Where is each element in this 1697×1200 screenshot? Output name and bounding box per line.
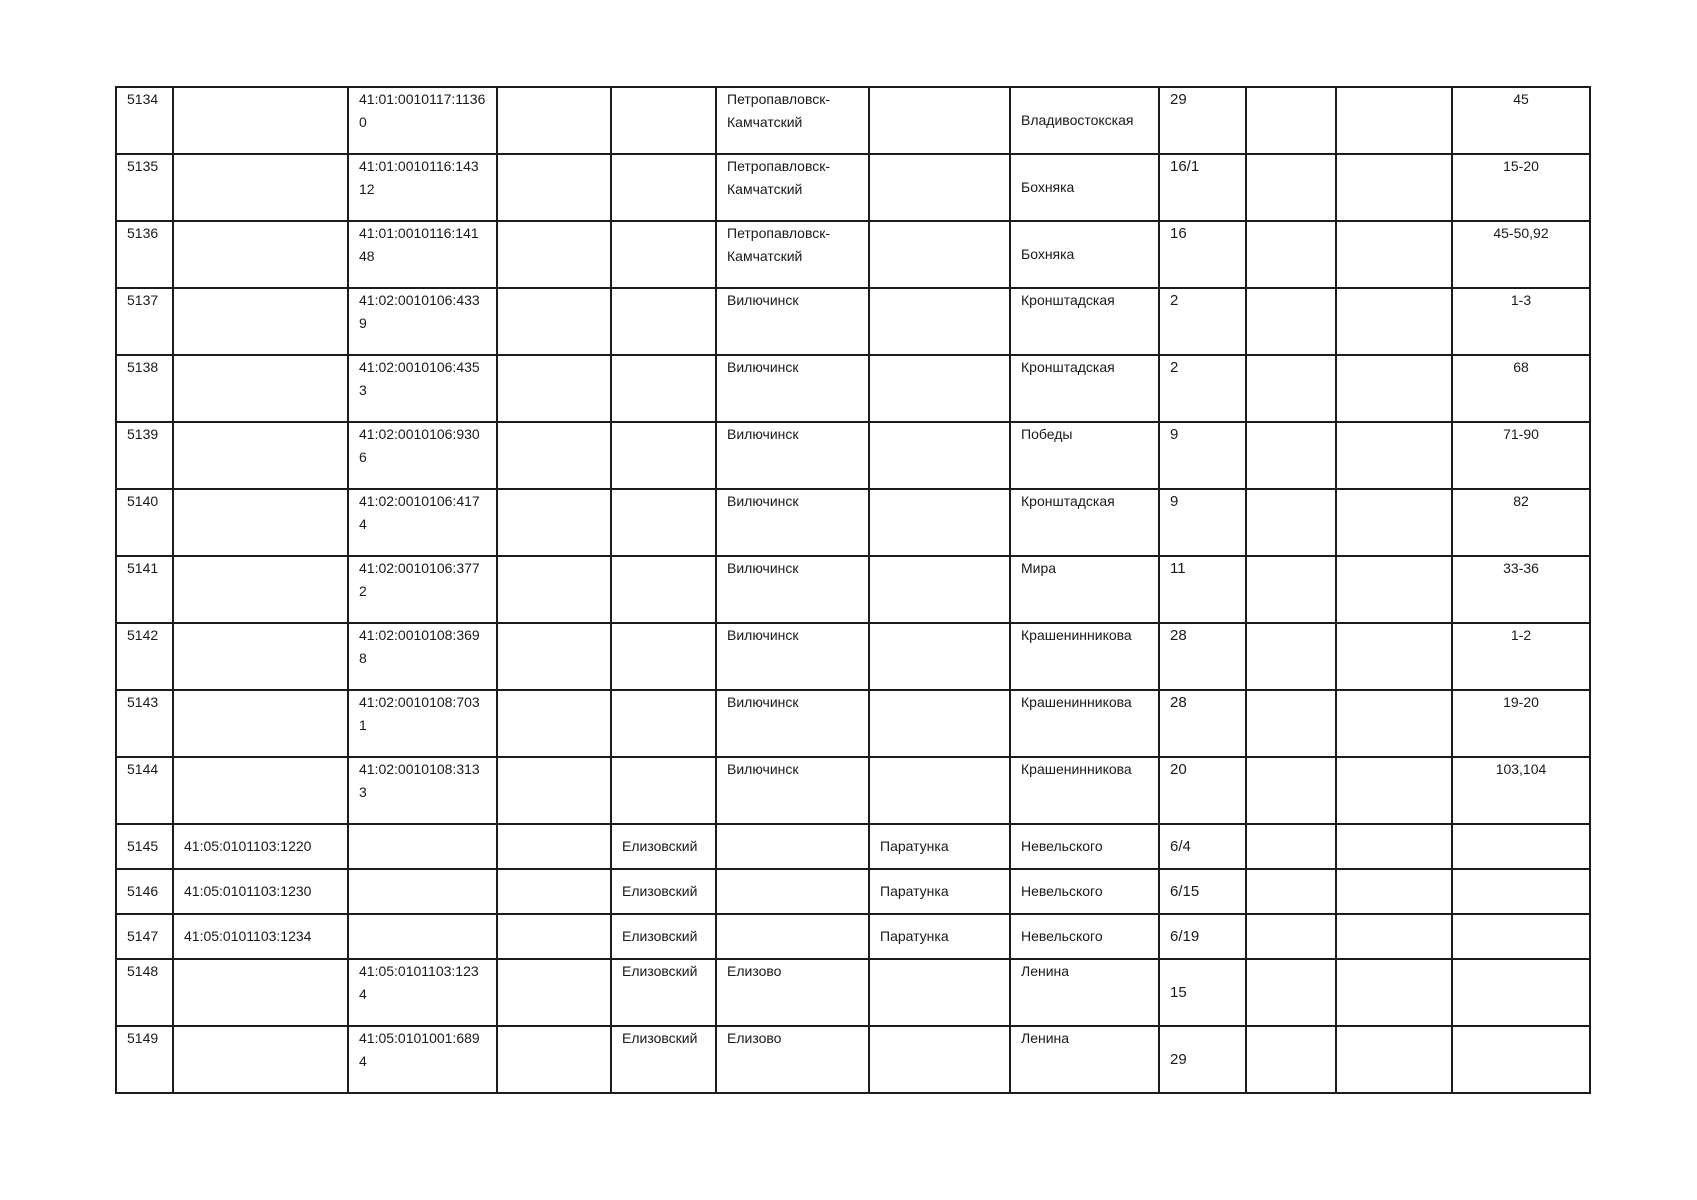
flat-number: 45 <box>1452 87 1590 154</box>
cadastral-number-2 <box>348 914 497 959</box>
empty-cell <box>1246 288 1336 355</box>
cadastral-number-2: 41:02:0010106:4339 <box>348 288 497 355</box>
table-row <box>116 914 1590 959</box>
flat-number <box>1452 869 1590 914</box>
street: Ленина <box>1010 959 1159 1026</box>
house-number: 29 <box>1159 87 1246 154</box>
flat-number: 103,104 <box>1452 757 1590 824</box>
city: Петропавловск-Камчатский <box>716 221 869 288</box>
empty-cell <box>497 288 611 355</box>
district <box>611 556 716 623</box>
empty-cell <box>497 869 611 914</box>
district <box>611 154 716 221</box>
flat-number: 82 <box>1452 489 1590 556</box>
settlement <box>869 154 1010 221</box>
city <box>716 869 869 914</box>
empty-cell <box>1336 757 1452 824</box>
street: Кронштадская <box>1010 288 1159 355</box>
flat-number: 15-20 <box>1452 154 1590 221</box>
table-row <box>116 556 1590 623</box>
row-number: 5147 <box>116 914 173 959</box>
cadastral-number-1 <box>173 959 348 1026</box>
empty-cell <box>1336 690 1452 757</box>
cadastral-number-1 <box>173 1026 348 1093</box>
house-number: 6/19 <box>1159 914 1246 959</box>
empty-cell <box>1246 1026 1336 1093</box>
empty-cell <box>1336 556 1452 623</box>
flat-number: 68 <box>1452 355 1590 422</box>
empty-cell <box>497 623 611 690</box>
house-number: 2 <box>1159 355 1246 422</box>
cadastral-number-2: 41:02:0010106:4353 <box>348 355 497 422</box>
cadastral-number-2: 41:02:0010106:9306 <box>348 422 497 489</box>
registry-table <box>115 86 1591 1094</box>
settlement <box>869 623 1010 690</box>
row-number: 5142 <box>116 623 173 690</box>
house-number: 16/1 <box>1159 154 1246 221</box>
empty-cell <box>1246 623 1336 690</box>
district <box>611 623 716 690</box>
empty-cell <box>1246 869 1336 914</box>
cadastral-number-2: 41:02:0010108:3133 <box>348 757 497 824</box>
city: Елизово <box>716 1026 869 1093</box>
flat-number <box>1452 959 1590 1026</box>
city: Петропавловск-Камчатский <box>716 87 869 154</box>
settlement: Паратунка <box>869 824 1010 869</box>
city <box>716 914 869 959</box>
empty-cell <box>497 690 611 757</box>
empty-cell <box>1336 221 1452 288</box>
house-number: 20 <box>1159 757 1246 824</box>
settlement <box>869 221 1010 288</box>
street: Крашенинникова <box>1010 690 1159 757</box>
row-number: 5138 <box>116 355 173 422</box>
street: Невельского <box>1010 824 1159 869</box>
house-number: 16 <box>1159 221 1246 288</box>
cadastral-number-2 <box>348 824 497 869</box>
empty-cell <box>497 221 611 288</box>
settlement <box>869 556 1010 623</box>
cadastral-number-2: 41:02:0010108:3698 <box>348 623 497 690</box>
flat-number <box>1452 1026 1590 1093</box>
district: Елизовский <box>611 824 716 869</box>
empty-cell <box>497 154 611 221</box>
street: Владивостокская <box>1010 87 1159 154</box>
table-row <box>116 154 1590 221</box>
flat-number <box>1452 824 1590 869</box>
street: Кронштадская <box>1010 489 1159 556</box>
city: Вилючинск <box>716 556 869 623</box>
cadastral-number-2: 41:02:0010106:4174 <box>348 489 497 556</box>
empty-cell <box>497 87 611 154</box>
empty-cell <box>1246 690 1336 757</box>
street: Ленина <box>1010 1026 1159 1093</box>
empty-cell <box>497 959 611 1026</box>
house-number: 28 <box>1159 623 1246 690</box>
cadastral-number-2: 41:01:0010116:14148 <box>348 221 497 288</box>
settlement: Паратунка <box>869 914 1010 959</box>
row-number: 5134 <box>116 87 173 154</box>
district <box>611 221 716 288</box>
district <box>611 422 716 489</box>
city: Елизово <box>716 959 869 1026</box>
city: Вилючинск <box>716 422 869 489</box>
empty-cell <box>1336 489 1452 556</box>
empty-cell <box>1336 869 1452 914</box>
cadastral-number-1 <box>173 489 348 556</box>
table-row <box>116 1026 1590 1093</box>
flat-number <box>1452 914 1590 959</box>
cadastral-number-2: 41:02:0010108:7031 <box>348 690 497 757</box>
settlement <box>869 288 1010 355</box>
table-row <box>116 690 1590 757</box>
flat-number: 33-36 <box>1452 556 1590 623</box>
cadastral-number-1: 41:05:0101103:1220 <box>173 824 348 869</box>
empty-cell <box>497 824 611 869</box>
cadastral-number-2: 41:05:0101103:1234 <box>348 959 497 1026</box>
empty-cell <box>1336 154 1452 221</box>
settlement <box>869 422 1010 489</box>
district <box>611 87 716 154</box>
empty-cell <box>1336 959 1452 1026</box>
empty-cell <box>1336 422 1452 489</box>
house-number: 9 <box>1159 489 1246 556</box>
cadastral-number-1 <box>173 556 348 623</box>
district <box>611 288 716 355</box>
row-number: 5149 <box>116 1026 173 1093</box>
table-row <box>116 422 1590 489</box>
empty-cell <box>1336 914 1452 959</box>
street: Кронштадская <box>1010 355 1159 422</box>
cadastral-number-1 <box>173 288 348 355</box>
house-number: 9 <box>1159 422 1246 489</box>
city: Вилючинск <box>716 489 869 556</box>
street: Бохняка <box>1010 154 1159 221</box>
city: Вилючинск <box>716 623 869 690</box>
street: Мира <box>1010 556 1159 623</box>
district: Елизовский <box>611 914 716 959</box>
empty-cell <box>1246 959 1336 1026</box>
cadastral-number-1 <box>173 355 348 422</box>
street: Крашенинникова <box>1010 623 1159 690</box>
flat-number: 1-2 <box>1452 623 1590 690</box>
flat-number: 45-50,92 <box>1452 221 1590 288</box>
flat-number: 19-20 <box>1452 690 1590 757</box>
empty-cell <box>1246 489 1336 556</box>
settlement <box>869 757 1010 824</box>
row-number: 5148 <box>116 959 173 1026</box>
cadastral-number-1 <box>173 623 348 690</box>
empty-cell <box>1336 87 1452 154</box>
cadastral-number-1 <box>173 422 348 489</box>
empty-cell <box>1246 87 1336 154</box>
city: Вилючинск <box>716 757 869 824</box>
cadastral-number-1 <box>173 757 348 824</box>
table-row <box>116 87 1590 154</box>
table-row <box>116 288 1590 355</box>
cadastral-number-1 <box>173 690 348 757</box>
empty-cell <box>1336 623 1452 690</box>
district <box>611 690 716 757</box>
settlement <box>869 489 1010 556</box>
street: Победы <box>1010 422 1159 489</box>
street: Крашенинникова <box>1010 757 1159 824</box>
cadastral-number-1 <box>173 221 348 288</box>
house-number: 6/15 <box>1159 869 1246 914</box>
street: Бохняка <box>1010 221 1159 288</box>
settlement <box>869 355 1010 422</box>
city: Петропавловск-Камчатский <box>716 154 869 221</box>
empty-cell <box>1246 556 1336 623</box>
cadastral-number-1 <box>173 87 348 154</box>
cadastral-number-2 <box>348 869 497 914</box>
house-number: 11 <box>1159 556 1246 623</box>
empty-cell <box>497 355 611 422</box>
district: Елизовский <box>611 869 716 914</box>
settlement <box>869 690 1010 757</box>
empty-cell <box>1246 355 1336 422</box>
row-number: 5139 <box>116 422 173 489</box>
table-row <box>116 824 1590 869</box>
table-row <box>116 869 1590 914</box>
empty-cell <box>497 1026 611 1093</box>
row-number: 5136 <box>116 221 173 288</box>
empty-cell <box>1336 1026 1452 1093</box>
empty-cell <box>1246 154 1336 221</box>
cadastral-number-1 <box>173 154 348 221</box>
table-row <box>116 959 1590 1026</box>
row-number: 5140 <box>116 489 173 556</box>
table-row <box>116 757 1590 824</box>
flat-number: 1-3 <box>1452 288 1590 355</box>
district: Елизовский <box>611 959 716 1026</box>
cadastral-number-2: 41:02:0010106:3772 <box>348 556 497 623</box>
table-row <box>116 221 1590 288</box>
street: Невельского <box>1010 914 1159 959</box>
empty-cell <box>497 757 611 824</box>
empty-cell <box>497 556 611 623</box>
house-number: 6/4 <box>1159 824 1246 869</box>
empty-cell <box>1336 355 1452 422</box>
row-number: 5144 <box>116 757 173 824</box>
row-number: 5141 <box>116 556 173 623</box>
empty-cell <box>497 489 611 556</box>
city: Вилючинск <box>716 288 869 355</box>
table-row <box>116 623 1590 690</box>
house-number: 29 <box>1159 1026 1246 1093</box>
settlement <box>869 87 1010 154</box>
empty-cell <box>1246 914 1336 959</box>
row-number: 5135 <box>116 154 173 221</box>
row-number: 5143 <box>116 690 173 757</box>
table-row <box>116 489 1590 556</box>
district <box>611 757 716 824</box>
city: Вилючинск <box>716 355 869 422</box>
house-number: 15 <box>1159 959 1246 1026</box>
empty-cell <box>1246 824 1336 869</box>
city: Вилючинск <box>716 690 869 757</box>
empty-cell <box>1336 288 1452 355</box>
cadastral-number-1: 41:05:0101103:1234 <box>173 914 348 959</box>
row-number: 5146 <box>116 869 173 914</box>
row-number: 5145 <box>116 824 173 869</box>
cadastral-number-2: 41:05:0101001:6894 <box>348 1026 497 1093</box>
settlement: Паратунка <box>869 869 1010 914</box>
district: Елизовский <box>611 1026 716 1093</box>
cadastral-number-2: 41:01:0010117:11360 <box>348 87 497 154</box>
flat-number: 71-90 <box>1452 422 1590 489</box>
empty-cell <box>1246 422 1336 489</box>
settlement <box>869 1026 1010 1093</box>
empty-cell <box>1336 824 1452 869</box>
empty-cell <box>1246 757 1336 824</box>
table-row <box>116 355 1590 422</box>
settlement <box>869 959 1010 1026</box>
row-number: 5137 <box>116 288 173 355</box>
empty-cell <box>497 914 611 959</box>
empty-cell <box>1246 221 1336 288</box>
cadastral-number-1: 41:05:0101103:1230 <box>173 869 348 914</box>
house-number: 2 <box>1159 288 1246 355</box>
district <box>611 489 716 556</box>
house-number: 28 <box>1159 690 1246 757</box>
city <box>716 824 869 869</box>
empty-cell <box>497 422 611 489</box>
cadastral-number-2: 41:01:0010116:14312 <box>348 154 497 221</box>
street: Невельского <box>1010 869 1159 914</box>
district <box>611 355 716 422</box>
